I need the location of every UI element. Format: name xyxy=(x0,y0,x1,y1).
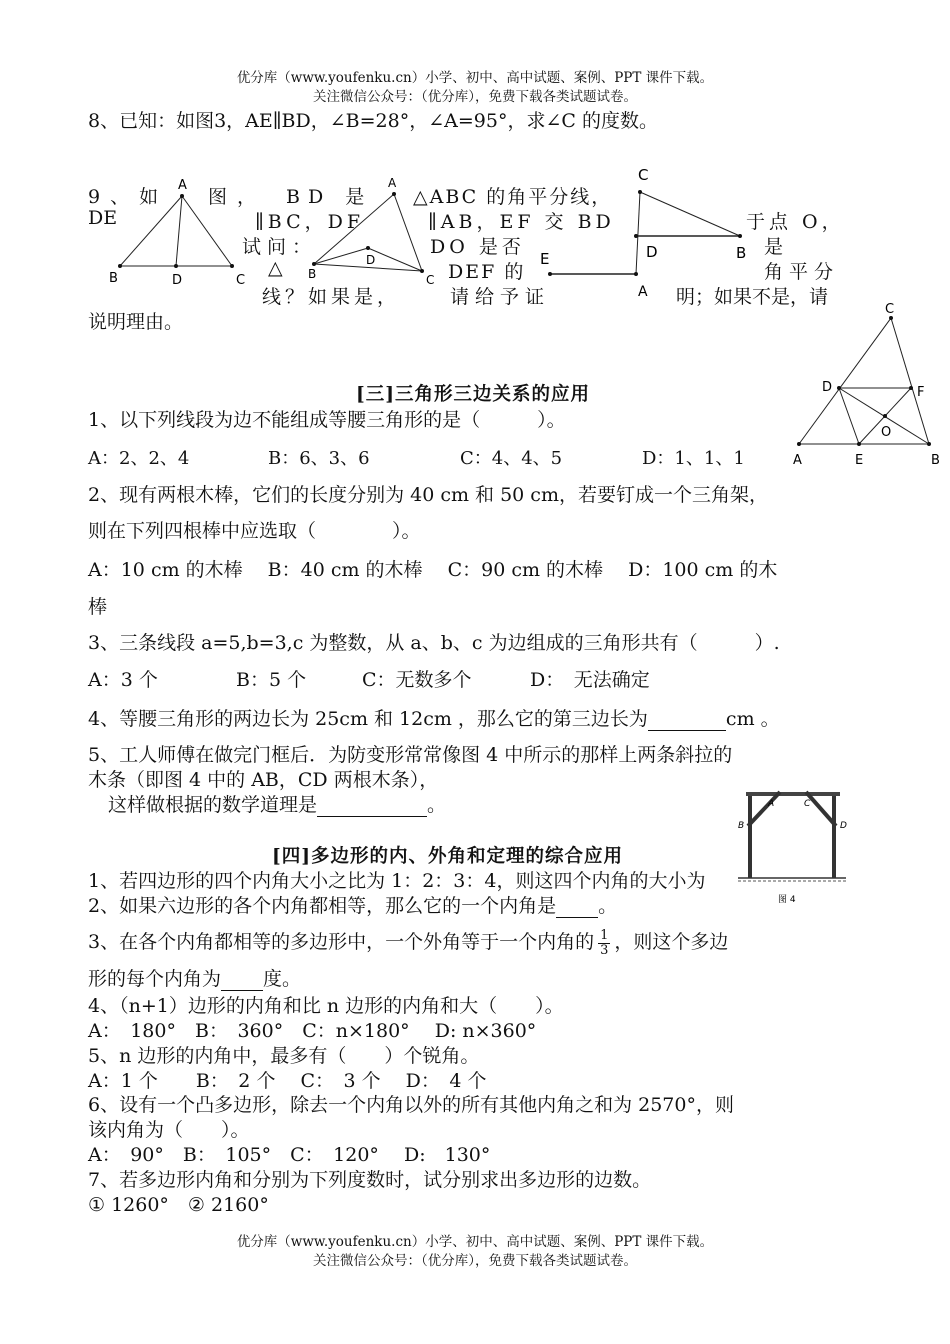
fig-def-label-e: E xyxy=(855,453,864,468)
q9-text-l4c: 角平分 xyxy=(764,261,840,283)
s3-q2-options-wrap: 棒 xyxy=(88,596,108,618)
s3-q4-blank[interactable] xyxy=(648,708,726,731)
q9-text-l1c: BD 是 xyxy=(286,186,373,208)
s4-q7-items: ① 1260° ② 2160° xyxy=(88,1194,269,1216)
figure-3-parallel xyxy=(530,164,760,304)
q9-text-l3a: 试问： xyxy=(242,236,318,258)
s4-q2-text: 2、如果六边形的各个内角都相等，那么它的一个内角是 xyxy=(88,895,557,917)
s3-q4-unit: cm 。 xyxy=(725,708,780,730)
fig2-label-b: B xyxy=(308,267,317,281)
fig4-label-d: D xyxy=(840,821,847,831)
q9-text-l2b: ∥BC，DF xyxy=(255,211,365,233)
s3-question-5-line-1: 5、工人师傅在做完门框后．为防变形常常像图 4 中所示的那样上两条斜拉的 xyxy=(88,744,733,766)
q9-text-l6: 说明理由。 xyxy=(88,311,184,333)
fig-def-label-o: O xyxy=(881,425,892,440)
s3-question-2-line-2: 则在下列四根棒中应选取（ ）。 xyxy=(88,520,421,542)
fig3-label-b: B xyxy=(736,244,747,262)
fig4-label-a: A xyxy=(768,799,775,809)
fig2-label-d: D xyxy=(366,253,376,267)
q9-text-l1d: △ABC 的角平分线， xyxy=(413,186,613,208)
s3-q3-option-c: C：无数多个 xyxy=(362,669,472,691)
s4-question-1: 1、若四边形的四个内角大小之比为 1：2：3：4，则这四个内角的大小为 xyxy=(88,870,706,892)
s3-q5-text: 这样做根据的数学道理是 xyxy=(108,794,318,816)
s3-question-3: 3、三条线段 a=5,b=3,c 为整数，从 a、b、c 为边组成的三角形共有（ ）. xyxy=(88,632,780,654)
q9-text-l5a: 线？如果是， xyxy=(262,286,401,308)
q9-text-l2c: ∥AB，EF 交 BD xyxy=(428,211,615,233)
s4-q3-line2-end: 度。 xyxy=(263,968,302,990)
header-line-2: 关注微信公众号：（优分库），免费下载各类试题试卷。 xyxy=(313,89,637,105)
fig2-label-a: A xyxy=(388,176,397,190)
q9-text-l5c: 明；如果不是，请 xyxy=(676,286,829,308)
q9-text-l1b: 图， xyxy=(208,186,267,208)
footer-line-2: 关注微信公众号：（优分库），免费下载各类试题试卷。 xyxy=(313,1253,637,1269)
section-4-title: [四]多边形的内、外角和定理的综合应用 xyxy=(272,846,624,867)
s4-q6-options: A： 90° B： 105° C： 120° D: 130° xyxy=(88,1144,491,1166)
figure-triangle-abc-1 xyxy=(100,176,250,286)
q9-text-l1a: 9、如 xyxy=(88,186,169,208)
fig-def-label-a: A xyxy=(793,453,802,468)
q9-text-l3c: 是 xyxy=(764,236,784,258)
fig4-label-c: C xyxy=(804,799,811,809)
section-3-title: [三]三角形三边关系的应用 xyxy=(356,384,591,405)
fig1-label-b: B xyxy=(109,271,118,286)
figure-4-door-frame xyxy=(734,786,854,908)
fraction-denominator: 3 xyxy=(600,942,609,958)
s4-question-6-line-1: 6、设有一个凸多边形，除去一个内角以外的所有其他内角之和为 2570°，则 xyxy=(88,1094,734,1116)
s4-question-6-line-2: 该内角为（ ）。 xyxy=(88,1119,250,1141)
fig-def-label-f: F xyxy=(917,385,925,400)
q9-text-l5b: 请给予证 xyxy=(450,286,551,308)
s3-question-5-line-2: 木条（即图 4 中的 AB，CD 两根木条）， xyxy=(88,769,439,791)
s4-question-7: 7、若多边形内角和分别为下列度数时，试分别求出多边形的边数。 xyxy=(88,1169,652,1191)
s3-q4-text: 4、等腰三角形的两边长为 25cm 和 12cm ，那么它的第三边长为 xyxy=(88,708,648,730)
s4-question-5: 5、n 边形的内角中，最多有（ ）个锐角。 xyxy=(88,1045,480,1067)
q9-text-l2a: DE xyxy=(88,207,118,229)
fig2-label-c: C xyxy=(426,273,435,286)
s3-q3-option-d: D： 无法确定 xyxy=(530,669,650,691)
s4-q3-line2-text: 形的每个内角为 xyxy=(88,968,222,990)
s3-q1-option-a: A：2、2、4 xyxy=(88,448,190,469)
s4-question-3 xyxy=(88,927,728,958)
fig-def-label-b: B xyxy=(931,453,940,468)
s4-q2-blank[interactable] xyxy=(556,895,598,918)
fraction-numerator: 1 xyxy=(600,927,609,943)
s3-q1-option-c: C：4、4、5 xyxy=(460,448,563,469)
figure-triangle-def xyxy=(785,298,950,470)
fig3-label-c: C xyxy=(638,166,649,184)
s4-question-2 xyxy=(88,891,617,918)
s3-question-5-line-3 xyxy=(108,790,446,817)
s3-q5-end: 。 xyxy=(427,794,447,816)
s3-q1-option-d: D：1、1、1 xyxy=(642,448,745,469)
fig3-label-e: E xyxy=(540,250,550,268)
header-line-1: 优分库（www.youfenku.cn）小学、初中、高中试题、案例、PPT 课件下载。 xyxy=(236,70,714,86)
s4-question-4: 4、（n+1）边形的内角和比 n 边形的内角和大（ ）。 xyxy=(88,995,564,1017)
q9-text-l4a: △ xyxy=(268,257,283,279)
s4-q3-blank[interactable] xyxy=(221,968,263,991)
s3-q2-options: A：10 cm 的木棒 B：40 cm 的木棒 C：90 cm 的木棒 D：100 cm 的木 xyxy=(88,559,778,581)
s4-question-3-line-2 xyxy=(88,964,301,991)
fig1-label-a: A xyxy=(178,178,187,193)
s3-q5-blank[interactable] xyxy=(317,794,427,817)
s3-question-1: 1、以下列线段为边不能组成等腰三角形的是（ ）。 xyxy=(88,409,566,431)
q9-text-l4b: DEF 的 xyxy=(448,261,526,283)
question-8: 8、已知：如图3，AE∥BD，∠B=28°，∠A=95°，求∠C 的度数。 xyxy=(88,110,658,132)
s3-question-2-line-1: 2、现有两根木棒，它们的长度分别为 40 cm 和 50 cm，若要钉成一个三角架， xyxy=(88,484,768,506)
fig1-label-d: D xyxy=(172,273,183,286)
q9-text-l2d: 于点 O， xyxy=(746,211,845,233)
s4-q4-options: A： 180° B： 360° C：n×180° D: n×360° xyxy=(88,1020,537,1042)
s3-q3-option-a: A：3 个 xyxy=(88,669,158,691)
s4-q3-text-cont: ，则这个多边 xyxy=(614,931,729,953)
fig-def-label-d: D xyxy=(822,380,833,395)
fig3-label-d: D xyxy=(646,243,658,261)
s3-q3-option-b: B：5 个 xyxy=(236,669,307,691)
s4-q3-text: 3、在各个内角都相等的多边形中，一个外角等于一个内角的 xyxy=(88,931,595,953)
fig1-label-c: C xyxy=(236,273,246,286)
fig3-label-a: A xyxy=(638,284,648,300)
s3-q1-option-b: B：6、3、6 xyxy=(268,448,370,469)
s4-q5-options: A：1 个 B： 2 个 C： 3 个 D： 4 个 xyxy=(88,1070,487,1092)
fig4-label-b: B xyxy=(738,821,745,831)
s4-q2-end: 。 xyxy=(598,895,618,917)
fig-def-label-c: C xyxy=(885,302,895,317)
footer-line-1: 优分库（www.youfenku.cn）小学、初中、高中试题、案例、PPT 课件下载。 xyxy=(236,1234,714,1250)
s3-question-4 xyxy=(88,704,780,731)
q9-text-l3b: DO 是否 xyxy=(430,236,525,258)
s4-q3-fraction xyxy=(598,929,610,958)
fig4-caption: 图 4 xyxy=(778,895,796,905)
figure-triangle-abc-2 xyxy=(300,176,450,286)
